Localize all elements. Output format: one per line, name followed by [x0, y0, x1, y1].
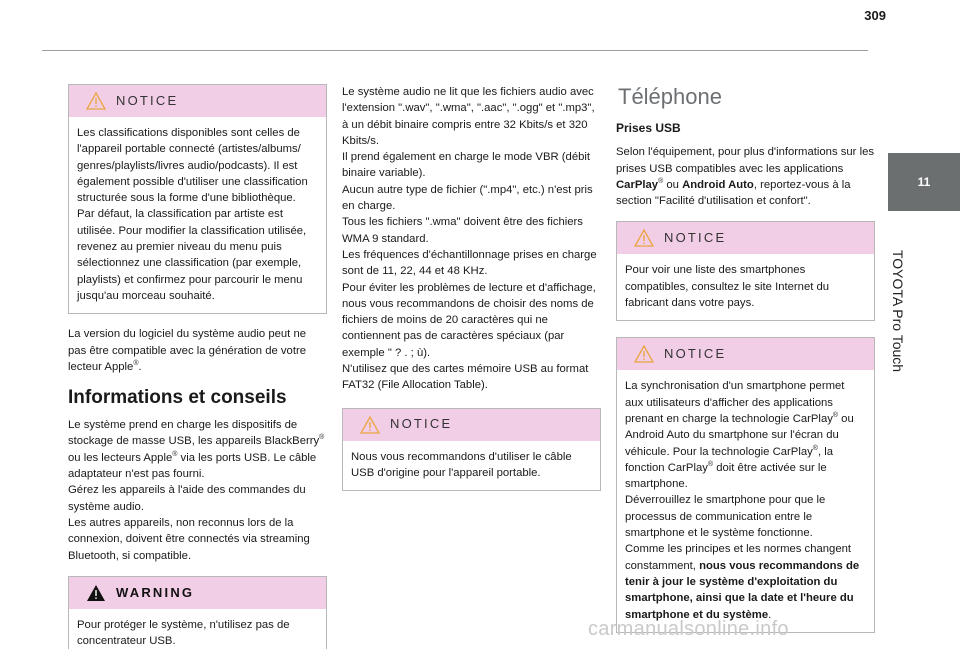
- usb-intro-paragraph: Selon l'équipement, pour plus d'informations sur les prises USB compatibles avec les applications CarPlay® ou Android Auto, reportez-vous à la section "Facilité d'utilisation et confort".: [616, 146, 875, 208]
- column-right: [616, 84, 875, 645]
- notice-label: NOTICE: [664, 346, 727, 362]
- warning-outline-icon: [360, 416, 380, 434]
- column-middle: [342, 84, 601, 503]
- chapter-title: TOYOTA Pro Touch: [890, 249, 907, 373]
- warning-text: Pour protéger le système, n'utilisez pas de concentrateur USB.: [77, 618, 290, 648]
- audio-formats-text: Le système audio ne lit que les fichiers audio avec l'extension ".wav", ".wma", ".aac", ".ogg" et ".mp3", à un débit binaire compris entre 32 Kbits/s et 320 Kbits/s. Il prend également en charge le mode VBR (débit binaire variable). Aucun autre type de fichier (".mp4", etc.) n'est pris en charge. Tous les fichiers ".wma" doivent être des fichiers WMA 9 standard. Les fréquences d'échantillonnage prises en charge sont de 11, 22, 44 et 48 KHz. Pour éviter les problèmes de lecture et d'affichage, nous vous recommandons de choisir des noms de fichiers de moins de 20 caractères qui ne contiennent pas de caractères spéciaux (par exemple " ? . ; ù). N'utilisez que des cartes mémoire USB au format FAT32 (File Allocation Table).: [342, 86, 597, 392]
- column-left: [68, 84, 327, 649]
- warning-outline-icon: [634, 345, 654, 363]
- notice-text: Les classifications disponibles sont celles de l'appareil portable connecté (artistes/albums/ genres/playlists/livres audio/podcasts). Il est également possible d'utiliser une classification structurée sous la forme d'une bibliothèque. Par défaut, la classification par artiste est utilisée. Pour modifier la classification utilisée, revenez au premier niveau du menu puis sélectionnez une classification (par exemple, playlists) et confirmez pour parcourir le menu jusqu'au morceau souhaité.: [77, 127, 308, 302]
- notice-label: NOTICE: [116, 92, 179, 108]
- notice-header: [617, 222, 874, 254]
- warning-outline-icon: [86, 92, 106, 110]
- info-paragraph: Le système prend en charge les dispositifs de stockage de masse USB, les appareils BlackBerry® ou les lecteurs Apple® via les ports USB. Le câble adaptateur n'est pas fourni. Gérez les appareils à l'aide des commandes du système audio. Les autres appareils, non reconnus lors de la connexion, doivent être connectés via streaming Bluetooth, si compatible.: [68, 419, 325, 562]
- notice-box-usb-cable: [342, 408, 601, 492]
- notice-header: [343, 409, 600, 441]
- warning-label: WARNING: [116, 584, 195, 600]
- notice-header: [617, 338, 874, 370]
- warning-filled-icon: [86, 584, 106, 602]
- notice-box-smartphones: [616, 221, 875, 321]
- watermark: carmanualsonline.info: [588, 618, 789, 640]
- notice-box-classifications: [68, 84, 327, 314]
- chapter-tab[interactable]: 11: [888, 153, 960, 211]
- subheading-usb: Prises USB: [616, 121, 681, 135]
- notice-label: NOTICE: [390, 416, 453, 432]
- warning-outline-icon: [634, 229, 654, 247]
- notice-text: Pour voir une liste des smartphones compatibles, consultez le site Internet du fabricant dans votre pays.: [625, 264, 830, 310]
- notice-text: Nous vous recommandons d'utiliser le câble USB d'origine pour l'appareil portable.: [351, 450, 572, 479]
- software-paragraph: La version du logiciel du système audio peut ne pas être compatible avec la génération de votre lecteur Apple®.: [68, 328, 307, 373]
- section-heading-telephone: Téléphone: [618, 84, 722, 109]
- notice-box-synchronisation: [616, 337, 875, 632]
- notice-text: La synchronisation d'un smartphone permet aux utilisateurs d'afficher des applications prenant en charge la technologie CarPlay® ou Android Auto du smartphone sur l'écran du véhicule. Pour la technologie CarPlay®, la fonction CarPlay® doit être activée sur le smartphone. Déverrouillez le smartphone pour que le processus de communication entre le smartphone et le système fonctionne. Comme les principes et les normes changent constamment, nous vous recommandons de tenir à jour le système d'exploitation du smartphone, ainsi que la date et l'heure du smartphone et du système.: [625, 380, 860, 621]
- notice-header: [69, 85, 326, 117]
- notice-label: NOTICE: [664, 230, 727, 246]
- page-number: 309: [864, 8, 886, 23]
- top-divider: [42, 50, 868, 51]
- warning-header: [69, 577, 326, 609]
- section-heading-info: Informations et conseils: [68, 387, 287, 409]
- warning-box-usb-hub: [68, 576, 327, 649]
